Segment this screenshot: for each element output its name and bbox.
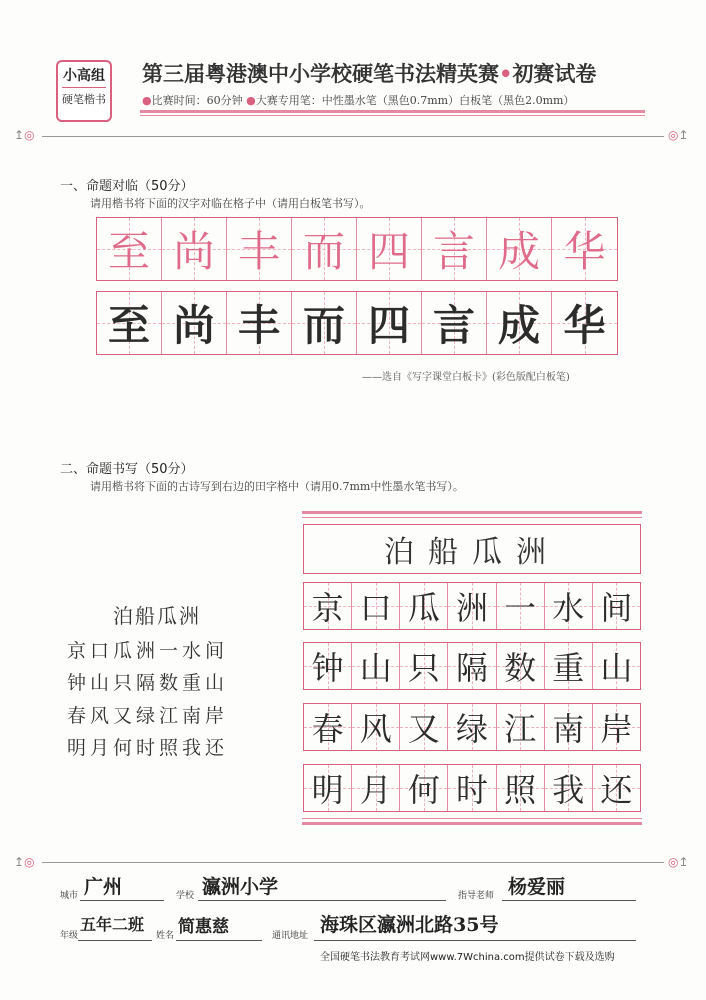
- name-value[interactable]: 简惠慈: [178, 917, 229, 937]
- grid-cell[interactable]: [400, 583, 448, 629]
- written-char: 风: [359, 710, 392, 748]
- poem-title: 泊船瓜洲: [113, 604, 201, 628]
- grid-cell[interactable]: [97, 292, 162, 354]
- writing-grid[interactable]: [96, 291, 618, 355]
- poem-line: 钟山只隔数重山: [67, 672, 229, 694]
- grid-cell: [552, 218, 617, 280]
- written-char: 数: [504, 649, 537, 687]
- teacher-value[interactable]: 杨爱丽: [508, 876, 566, 898]
- badge-divider: [62, 87, 106, 88]
- section1-heading: 一、命题对临（50分）: [60, 179, 194, 194]
- model-char: 四: [367, 227, 410, 276]
- grid-cell[interactable]: [497, 704, 545, 750]
- model-char: 至: [107, 227, 150, 276]
- written-char: 山: [359, 649, 392, 687]
- written-title-box[interactable]: [303, 524, 641, 574]
- written-char: 岸: [600, 710, 633, 748]
- poem-line: 明月何时照我还: [67, 737, 229, 759]
- grid-cell[interactable]: [448, 765, 496, 811]
- written-char: 隔: [455, 649, 488, 687]
- grid-cell[interactable]: [497, 583, 545, 629]
- written-char: 京: [311, 589, 344, 627]
- written-char: 成: [497, 301, 540, 350]
- grid-cell[interactable]: [162, 292, 227, 354]
- frame-bar: [302, 822, 642, 825]
- grid-cell[interactable]: [448, 643, 496, 689]
- written-char: 明: [311, 771, 344, 809]
- info-pen: 大赛专用笔：中性墨水笔（黑色0.7mm）白板笔（黑色2.0mm）: [255, 94, 575, 107]
- written-char: 洲: [455, 589, 488, 627]
- grid-cell[interactable]: [357, 292, 422, 354]
- written-char: 绿: [455, 710, 488, 748]
- section2-desc: 请用楷书将下面的古诗写到右边的田字格中（请用0.7mm中性墨水笔书写）。: [90, 480, 464, 493]
- grid-cell[interactable]: [352, 704, 400, 750]
- school-label: 学校: [176, 891, 195, 901]
- info-time: 比赛时间：60分钟: [151, 94, 243, 107]
- title-suffix: 初赛试卷: [512, 62, 597, 86]
- header-bar: [140, 110, 645, 113]
- written-char: 华: [563, 301, 606, 350]
- name-label: 姓名: [156, 931, 175, 941]
- model-grid: [96, 217, 618, 281]
- frame-bar-thin: [302, 818, 642, 819]
- grid-cell: [292, 218, 357, 280]
- model-char: 尚: [172, 227, 215, 276]
- grade-underline: [78, 940, 152, 941]
- grid-cell[interactable]: [545, 704, 593, 750]
- grid-cell[interactable]: [422, 292, 487, 354]
- city-underline: [80, 900, 164, 901]
- ornament-left-icon: ↥◎: [14, 128, 35, 142]
- grid-cell[interactable]: [448, 583, 496, 629]
- grid-cell[interactable]: [304, 765, 352, 811]
- grid-cell: [227, 218, 292, 280]
- written-char: 我: [552, 771, 585, 809]
- grid-cell[interactable]: [304, 643, 352, 689]
- written-char: 月: [359, 771, 392, 809]
- grid-cell[interactable]: [545, 643, 593, 689]
- written-char: 又: [407, 710, 440, 748]
- grid-cell: [97, 218, 162, 280]
- group-label: 小高组: [63, 68, 105, 84]
- grid-cell[interactable]: [487, 292, 552, 354]
- writing-row[interactable]: [303, 642, 641, 690]
- grid-cell[interactable]: [593, 643, 640, 689]
- written-char: 瓜: [407, 589, 440, 627]
- grid-cell: [422, 218, 487, 280]
- written-char: 至: [107, 301, 150, 350]
- school-value[interactable]: 瀛洲小学: [202, 876, 279, 898]
- city-label: 城市: [60, 891, 79, 901]
- written-char: 重: [552, 649, 585, 687]
- written-char: 尚: [172, 301, 215, 350]
- grid-cell[interactable]: [352, 583, 400, 629]
- written-char: 江: [504, 710, 537, 748]
- grid-cell[interactable]: [227, 292, 292, 354]
- grid-cell[interactable]: [304, 583, 352, 629]
- ornament-right-icon: ◎↥: [668, 855, 689, 869]
- model-char: 成: [497, 227, 540, 276]
- written-char: 口: [359, 589, 392, 627]
- frame-bar: [302, 511, 642, 514]
- grid-cell[interactable]: [292, 292, 357, 354]
- grade-value[interactable]: 五年二班: [80, 915, 145, 934]
- divider-top: [42, 136, 664, 137]
- model-char: 言: [432, 227, 475, 276]
- written-char: 四: [367, 301, 410, 350]
- section1-desc: 请用楷书将下面的汉字对临在格子中（请用白板笔书写）。: [90, 197, 371, 210]
- city-value[interactable]: 广州: [84, 876, 123, 898]
- grid-cell[interactable]: [448, 704, 496, 750]
- teacher-underline: [502, 900, 636, 901]
- contest-info: [142, 92, 574, 108]
- frame-bar-thin: [302, 517, 642, 518]
- written-char: 时: [455, 771, 488, 809]
- header-bar-thin: [140, 115, 645, 116]
- written-char: 南: [552, 710, 585, 748]
- section2-heading: 二、命题书写（50分）: [60, 462, 194, 477]
- written-char: 何: [407, 771, 440, 809]
- address-label: 通讯地址: [272, 931, 309, 941]
- poem-line: 春风又绿江南岸: [67, 705, 229, 727]
- written-char: 间: [600, 589, 633, 627]
- grid-cell[interactable]: [400, 765, 448, 811]
- grid-cell[interactable]: [552, 292, 617, 354]
- written-poem-title: 泊船瓜洲: [384, 535, 560, 570]
- writing-row[interactable]: [303, 582, 641, 630]
- source-credit: ——选自《写字课堂白板卡》(彩色版配白板笔): [362, 372, 570, 383]
- grid-cell: [357, 218, 422, 280]
- model-char: 华: [563, 227, 606, 276]
- written-char: 春: [311, 710, 344, 748]
- written-char: 丰: [237, 301, 280, 350]
- title-dot: •: [499, 62, 513, 86]
- address-underline: [314, 940, 636, 941]
- written-char: 照: [504, 771, 537, 809]
- school-underline: [198, 900, 446, 901]
- group-sub-label: 硬笔楷书: [62, 93, 106, 106]
- grid-cell: [162, 218, 227, 280]
- grid-cell[interactable]: [593, 765, 640, 811]
- written-char: 山: [600, 649, 633, 687]
- grid-cell[interactable]: [593, 583, 640, 629]
- grid-cell[interactable]: [304, 704, 352, 750]
- grid-cell: [487, 218, 552, 280]
- writing-row[interactable]: [303, 764, 641, 812]
- bullet-icon: ●: [246, 94, 256, 107]
- written-char: 言: [432, 301, 475, 350]
- written-char: 还: [600, 771, 633, 809]
- model-char: 而: [302, 227, 345, 276]
- grid-cell[interactable]: [593, 704, 640, 750]
- writing-row[interactable]: [303, 703, 641, 751]
- grid-cell[interactable]: [352, 765, 400, 811]
- grid-cell[interactable]: [400, 643, 448, 689]
- ornament-left-icon: ↥◎: [14, 855, 35, 869]
- written-char: 一: [504, 589, 537, 627]
- written-char: 钟: [311, 649, 344, 687]
- site-footer-text: 全国硬笔书法教育考试网www.7Wchina.com提供试卷下载及选购: [320, 952, 615, 963]
- written-char: 而: [302, 301, 345, 350]
- ornament-right-icon: ◎↥: [668, 128, 689, 142]
- written-char: 只: [407, 649, 440, 687]
- grid-cell[interactable]: [545, 583, 593, 629]
- grid-cell[interactable]: [545, 765, 593, 811]
- grade-label: 年级: [60, 931, 79, 941]
- address-value[interactable]: 海珠区瀛洲北路35号: [320, 914, 499, 936]
- grid-cell[interactable]: [400, 704, 448, 750]
- model-char: 丰: [237, 227, 280, 276]
- poem-line: 京口瓜洲一水间: [67, 640, 229, 662]
- grid-cell[interactable]: [352, 643, 400, 689]
- written-char: 水: [552, 589, 585, 627]
- divider-bottom: [42, 862, 664, 863]
- bullet-icon: ●: [142, 94, 152, 107]
- group-badge: [56, 60, 112, 122]
- grid-cell[interactable]: [497, 765, 545, 811]
- grid-cell[interactable]: [497, 643, 545, 689]
- page-title: [142, 58, 596, 88]
- teacher-label: 指导老师: [458, 891, 495, 901]
- name-underline: [176, 940, 262, 941]
- title-main: 第三届粤港澳中小学校硬笔书法精英赛: [142, 62, 499, 86]
